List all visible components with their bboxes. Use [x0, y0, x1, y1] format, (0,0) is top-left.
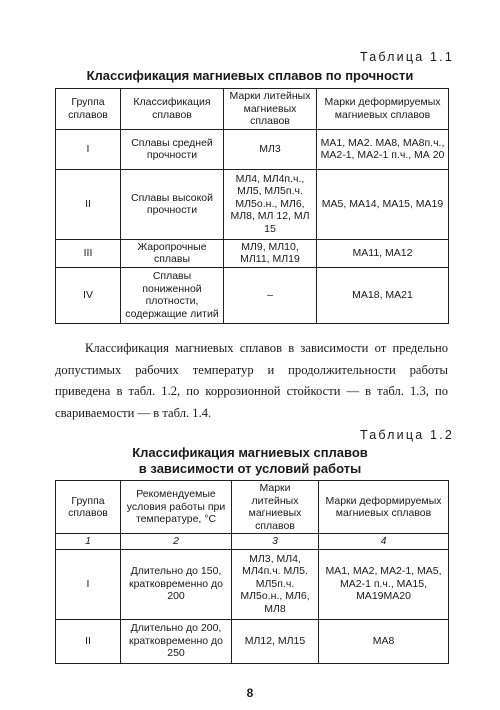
table2: [55, 480, 449, 664]
table1-cell-cast: МЛ9, МЛ10, МЛ11, МЛ19: [224, 239, 317, 267]
page-number: 8: [246, 686, 254, 700]
table2-cell-group: II: [56, 619, 121, 663]
table1-cell-group: II: [56, 169, 121, 239]
table-row: [56, 169, 449, 239]
table2-col-number: 3: [232, 534, 319, 550]
table2-caption: Таблица 1.2: [359, 428, 454, 442]
table1-header-class: Классификация сплавов: [121, 89, 224, 130]
table1-cell-wrought: МА5, МА14, МА15, МА19: [317, 169, 449, 239]
table1-cell-group: I: [56, 129, 121, 169]
table1-cell-class: Сплавы пониженной плотности, содержащие литий: [121, 267, 224, 323]
table2-number-row: [56, 534, 449, 550]
table1-title: Классификация магниевых сплавов по прочности: [86, 68, 414, 83]
table2-col-number: 4: [319, 534, 449, 550]
table2-cell-wrought: МА8: [319, 619, 449, 663]
table-row: [56, 619, 449, 663]
table-row: [56, 239, 449, 267]
table2-cell-group: I: [56, 549, 121, 619]
table1-cell-wrought: МА11, МА12: [317, 239, 449, 267]
table2-cell-cast: МЛ12, МЛ15: [232, 619, 319, 663]
table2-cell-wrought: МА1, МА2, МА2-1, МА5, МА2-1 п.ч., МА15, МА19МА20: [319, 549, 449, 619]
table1-header-cast: Марки литейных магниевых сплавов: [224, 89, 317, 130]
table1-cell-class: Жаропрочные сплавы: [121, 239, 224, 267]
table1-header-wrought: Марки деформируемых магниевых сплавов: [317, 89, 449, 130]
table2-header-conditions: Рекомендуемые условия работы при температуре, °С: [121, 481, 232, 534]
table2-cell-cast: МЛ3, МЛ4, МЛ4п.ч. МЛ5. МЛ5п.ч. МЛ5о.н., МЛ6, МЛ8: [232, 549, 319, 619]
body-paragraph: [55, 338, 448, 424]
table1-cell-group: IV: [56, 267, 121, 323]
table1-header-row: [56, 89, 449, 130]
table1-cell-group: III: [56, 239, 121, 267]
table2-col-number: 1: [56, 534, 121, 550]
table1-caption: Таблица 1.1: [359, 50, 454, 64]
table2-cell-conditions: Длительно до 200, кратковременно до 250: [121, 619, 232, 663]
table1-cell-class: Сплавы средней прочности: [121, 129, 224, 169]
table2-header-row: [56, 481, 449, 534]
table2-header-group: Группа сплавов: [56, 481, 121, 534]
table-row: [56, 267, 449, 323]
table2-col-number: 2: [121, 534, 232, 550]
table1: [55, 88, 449, 324]
table1-cell-wrought: МА1, МА2. МА8, МА8п.ч., МА2-1, МА2-1 п.ч., МА 20: [317, 129, 449, 169]
table1-cell-wrought: МА18, МА21: [317, 267, 449, 323]
paragraph-text: Классификация магниевых сплавов в зависимости от предельно допустимых рабочих температур и продолжительности работы приведена в табл. 1.2, по коррозионной стойкости — в табл. 1.3, по свариваемости — в табл. 1.4.: [55, 341, 448, 420]
table1-cell-cast: –: [224, 267, 317, 323]
table1-cell-cast: МЛ4, МЛ4п.ч., МЛ5, МЛ5п.ч. МЛ5о.н., МЛ6, МЛ8, МЛ 12, МЛ 15: [224, 169, 317, 239]
table-row: [56, 129, 449, 169]
table1-header-group: Группа сплавов: [56, 89, 121, 130]
table1-cell-class: Сплавы высокой прочности: [121, 169, 224, 239]
table2-title-line2: в зависимости от условий работы: [138, 461, 362, 476]
table2-header-wrought: Марки деформируемых магниевых сплавов: [319, 481, 449, 534]
table-row: [56, 549, 449, 619]
table1-cell-cast: МЛ3: [224, 129, 317, 169]
table2-header-cast: Марки литейных магниевых сплавов: [232, 481, 319, 534]
table2-cell-conditions: Длительно до 150, кратковременно до 200: [121, 549, 232, 619]
table2-title-line1: Классификация магниевых сплавов: [132, 445, 368, 460]
